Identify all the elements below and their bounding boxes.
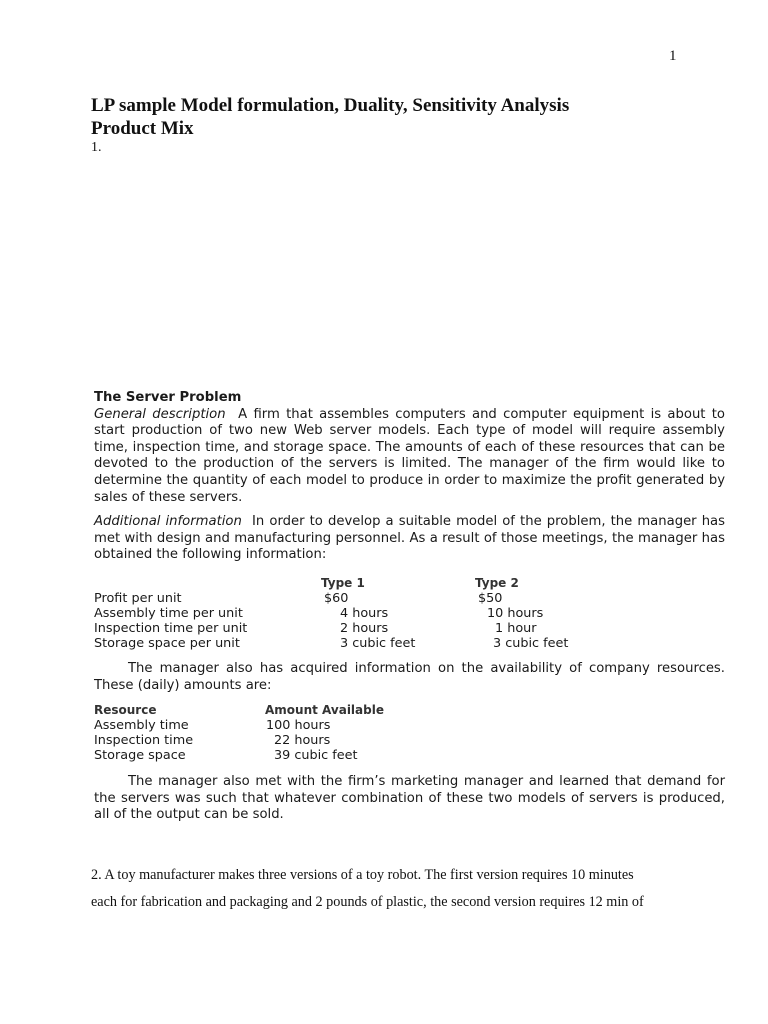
product-table <box>94 576 725 651</box>
title-line-1: LP sample Model formulation, Duality, Sensitivity Analysis <box>91 95 570 116</box>
resource-amount: 22 hours <box>274 733 331 749</box>
title-line-2: Product Mix <box>91 118 194 139</box>
resource-amount: 100 hours <box>266 718 331 734</box>
problem-2-line-1: 2. A toy manufacturer makes three versions of a toy robot. The first version requires 10 minutes <box>91 867 634 883</box>
type-2-value: 1 hour <box>495 620 537 636</box>
general-description-label: General description <box>94 406 226 422</box>
row-label: Storage space per unit <box>94 635 240 651</box>
row-label: Profit per unit <box>94 590 182 606</box>
resource-name: Assembly time <box>94 718 189 734</box>
server-problem-excerpt <box>94 390 725 824</box>
type-1-value: $60 <box>324 590 349 606</box>
type-1-value: 4 hours <box>340 605 389 621</box>
type-2-value: 3 cubic feet <box>493 635 569 651</box>
additional-information-label: Additional information <box>94 514 242 530</box>
excerpt-heading: The Server Problem <box>94 390 242 405</box>
table-row <box>94 606 725 621</box>
product-table-header <box>94 576 725 591</box>
availability-paragraph: The manager also has acquired information on the availability of company resources. These (daily) amounts are: <box>94 660 725 693</box>
type-2-value: $50 <box>478 590 503 606</box>
header-type-1: Type 1 <box>321 575 365 590</box>
document-title <box>91 94 569 140</box>
resource-name: Inspection time <box>94 733 194 749</box>
section-number: 1. <box>91 140 102 155</box>
row-label: Inspection time per unit <box>94 620 248 636</box>
additional-information-paragraph <box>94 514 725 564</box>
table-row <box>94 636 725 651</box>
table-row <box>94 621 725 636</box>
table-row <box>94 733 725 748</box>
header-resource: Resource <box>94 703 157 718</box>
table-row <box>94 591 725 606</box>
resource-amount: 39 cubic feet <box>274 748 358 764</box>
resource-name: Storage space <box>94 748 186 764</box>
table-row <box>94 718 725 733</box>
marketing-paragraph: The manager also met with the firm’s marketing manager and learned that demand for the servers was such that whatever combination of these two models of servers is produced, all of the output can be sold. <box>94 774 725 823</box>
resource-table <box>94 703 725 763</box>
general-description-text: A firm that assembles computers and computer equipment is about to start production of two new Web server models. Each type of model will require assembly time, inspection time, and storage space. The amounts of each of these resources that can be devoted to the production of the servers is limited. The manager of the firm would like to determine the quantity of each model to produce in order to maximize the profit generated by sales of these servers. <box>94 406 725 505</box>
general-description-paragraph <box>94 407 725 507</box>
resource-table-header <box>94 703 725 718</box>
problem-2-line-2: each for fabrication and packaging and 2 pounds of plastic, the second version requires 12 min of <box>91 894 644 910</box>
additional-information-text: In order to develop a suitable model of the problem, the manager has met with design and manufacturing personnel. As a result of those meetings, the manager has obtained the following information: <box>94 514 726 563</box>
page-number: 1 <box>669 48 677 64</box>
type-2-value: 10 hours <box>487 605 544 621</box>
type-1-value: 3 cubic feet <box>340 635 416 651</box>
table-row <box>94 748 725 763</box>
header-amount-available: Amount Available <box>265 703 384 718</box>
type-1-value: 2 hours <box>340 620 389 636</box>
row-label: Assembly time per unit <box>94 605 243 621</box>
problem-2 <box>91 862 731 916</box>
header-type-2: Type 2 <box>475 575 519 590</box>
